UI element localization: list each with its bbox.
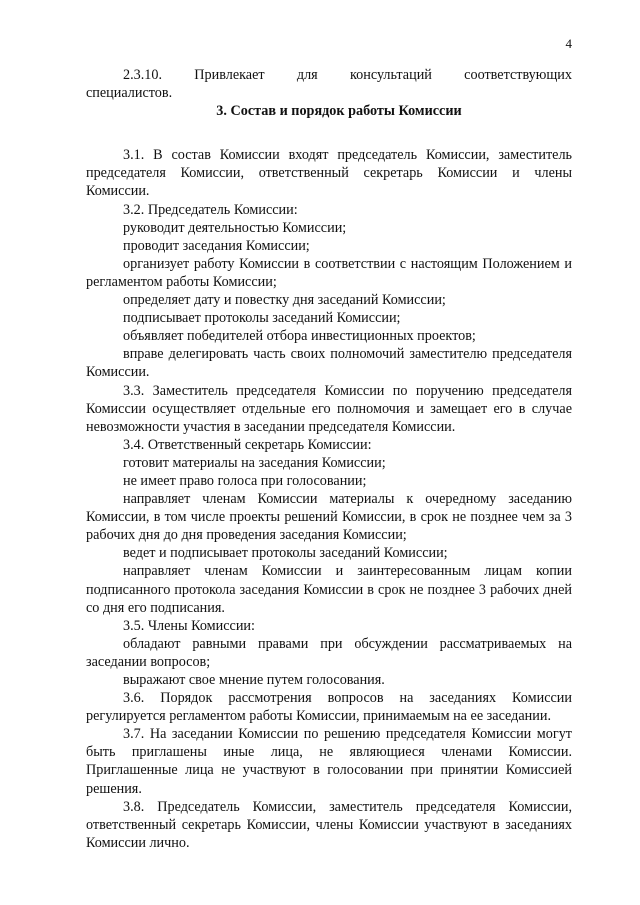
item-2-3-10-continuation: специалистов. <box>86 85 173 102</box>
list-item: руководит деятельностью Комиссии; <box>123 219 347 236</box>
item-2-3-10-line <box>86 66 572 84</box>
paragraph-3-3: 3.3. Заместитель председателя Комиссии по поручению председателя Комиссии осуществляет отдельные его полномочия и замещает его в случае невозможности участия в заседании председателя Комиссии. <box>86 382 572 435</box>
item-2-3-10-word: Привлекает <box>194 67 265 83</box>
paragraph-3-2: 3.2. Председатель Комиссии: <box>123 201 298 218</box>
section-heading: 3. Состав и порядок работы Комиссии <box>216 103 462 120</box>
item-2-3-10-word: для <box>296 67 318 83</box>
item-2-3-10-word: консультаций <box>349 67 432 83</box>
list-item: ведет и подписывает протоколы заседаний Комиссии; <box>123 545 448 562</box>
paragraph-3-7: 3.7. На заседании Комиссии по решению председателя Комиссии могут быть приглашены иные лица, не являющиеся членами Комиссии. Приглашенные лица не участвуют в голосовании при принятии Комиссией решения. <box>86 726 572 797</box>
list-item: объявляет победителей отбора инвестиционных проектов; <box>123 328 476 345</box>
paragraph-3-1: 3.1. В состав Комиссии входят председатель Комиссии, заместитель председателя Комиссии, ответственный секретарь Комиссии и члены Комиссии. <box>86 147 572 200</box>
list-item: готовит материалы на заседания Комиссии; <box>123 454 386 471</box>
item-2-3-10-word: 2.3.10. <box>123 67 163 83</box>
paragraph-3-5: 3.5. Члены Комиссии: <box>123 617 255 634</box>
document-body <box>86 66 572 852</box>
list-item: выражают свое мнение путем голосования. <box>123 672 385 688</box>
list-item: не имеет право голоса при голосовании; <box>123 472 367 489</box>
item-2-3-10-word: соответствующих <box>464 67 572 83</box>
list-item: вправе делегировать часть своих полномочий заместителю председателя Комиссии. <box>86 346 572 381</box>
page-number: 4 <box>565 36 572 51</box>
paragraph-3-6: 3.6. Порядок рассмотрения вопросов на заседаниях Комиссии регулируется регламентом работы Комиссии, принимаемым на ее заседании. <box>86 690 572 725</box>
list-item: проводит заседания Комиссии; <box>123 237 310 254</box>
paragraph-3-8: 3.8. Председатель Комиссии, заместитель председателя Комиссии, ответственный секретарь Комиссии, члены Комиссии участвуют в заседаниях Комиссии лично. <box>86 798 572 851</box>
list-item: организует работу Комиссии в соответствии с настоящим Положением и регламентом работы Комиссии; <box>86 255 572 290</box>
list-item: обладают равными правами при обсуждении рассматриваемых на заседании вопросов; <box>86 635 572 670</box>
list-item: подписывает протоколы заседаний Комиссии; <box>123 310 401 327</box>
list-item: определяет дату и повестку дня заседаний Комиссии; <box>123 292 446 309</box>
paragraph-3-4: 3.4. Ответственный секретарь Комиссии: <box>123 436 372 453</box>
list-item: направляет членам Комиссии и заинтересованным лицам копии подписанного протокола заседания Комиссии в срок не позднее 3 рабочих дней со дня его подписания. <box>86 563 572 616</box>
list-item: направляет членам Комиссии материалы к очередному заседанию Комиссии, в том числе проекты решений Комиссии, в срок не позднее чем за 3 рабочих дня до дня проведения заседания Комиссии; <box>86 491 572 544</box>
